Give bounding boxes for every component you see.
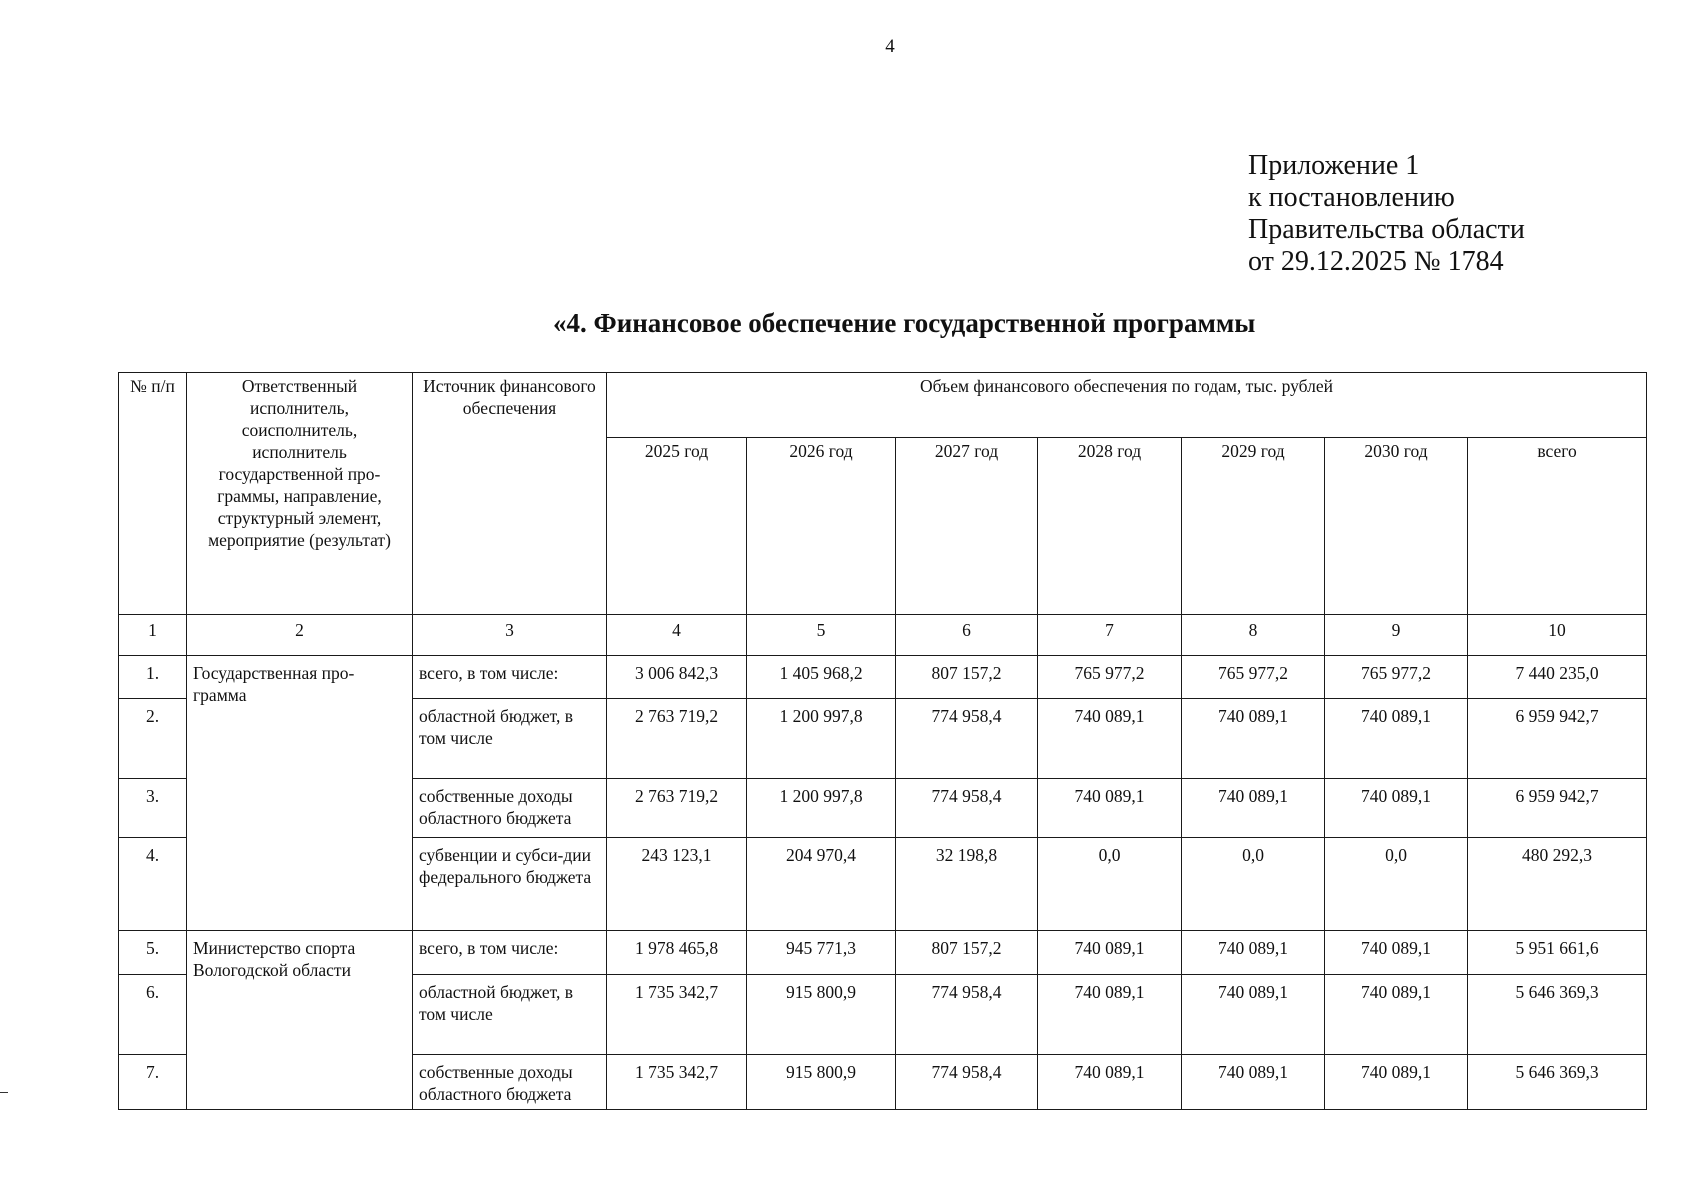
value-cell: 740 089,1	[1325, 779, 1468, 838]
appendix-line: от 29.12.2025 № 1784	[1248, 246, 1504, 277]
source-cell: субвенции и субси-дии федерального бюджета	[413, 838, 607, 931]
column-number: 3	[413, 615, 607, 656]
value-cell: 740 089,1	[1182, 1055, 1325, 1110]
value-cell: 774 958,4	[896, 699, 1038, 779]
total-cell: 5 646 369,3	[1468, 1055, 1647, 1110]
column-number: 2	[187, 615, 413, 656]
source-cell: всего, в том числе:	[413, 931, 607, 975]
value-cell: 740 089,1	[1325, 975, 1468, 1055]
header-col-source: Источник финансового обеспечения	[413, 373, 607, 615]
header-year: 2029 год	[1182, 438, 1325, 615]
column-number: 1	[119, 615, 187, 656]
source-cell: всего, в том числе:	[413, 656, 607, 699]
value-cell: 765 977,2	[1325, 656, 1468, 699]
value-cell: 915 800,9	[747, 975, 896, 1055]
value-cell: 807 157,2	[896, 656, 1038, 699]
value-cell: 765 977,2	[1182, 656, 1325, 699]
column-numbers-row	[119, 615, 1647, 656]
executor-cell: Государственная про-грамма	[187, 656, 413, 931]
executor-cell: Министерство спорта Вологодской области	[187, 931, 413, 1110]
value-cell: 740 089,1	[1182, 931, 1325, 975]
appendix-line: Приложение 1	[1248, 150, 1420, 181]
value-cell: 740 089,1	[1325, 931, 1468, 975]
value-cell: 807 157,2	[896, 931, 1038, 975]
row-number: 4.	[119, 838, 187, 931]
value-cell: 0,0	[1038, 838, 1182, 931]
value-cell: 740 089,1	[1038, 975, 1182, 1055]
value-cell: 765 977,2	[1038, 656, 1182, 699]
column-number: 5	[747, 615, 896, 656]
financing-table	[118, 372, 1647, 1110]
header-year: 2027 год	[896, 438, 1038, 615]
header-year: 2028 год	[1038, 438, 1182, 615]
value-cell: 1 735 342,7	[607, 975, 747, 1055]
value-cell: 0,0	[1325, 838, 1468, 931]
appendix-line: Правительства области	[1248, 214, 1525, 245]
value-cell: 774 958,4	[896, 779, 1038, 838]
source-cell: собственные доходы областного бюджета	[413, 779, 607, 838]
value-cell: 774 958,4	[896, 975, 1038, 1055]
value-cell: 0,0	[1182, 838, 1325, 931]
column-number: 10	[1468, 615, 1647, 656]
column-number: 6	[896, 615, 1038, 656]
value-cell: 2 763 719,2	[607, 779, 747, 838]
header-group-volume: Объем финансового обеспечения по годам, тыс. рублей	[607, 373, 1647, 438]
value-cell: 740 089,1	[1325, 1055, 1468, 1110]
total-cell: 7 440 235,0	[1468, 656, 1647, 699]
total-cell: 480 292,3	[1468, 838, 1647, 931]
document-title: «4. Финансовое обеспечение государственной программы	[553, 308, 1256, 338]
value-cell: 1 735 342,7	[607, 1055, 747, 1110]
source-cell: областной бюджет, в том числе	[413, 975, 607, 1055]
table-row	[119, 931, 1647, 975]
value-cell: 740 089,1	[1038, 1055, 1182, 1110]
scan-edge-mark	[0, 1092, 8, 1093]
column-number: 7	[1038, 615, 1182, 656]
total-cell: 6 959 942,7	[1468, 779, 1647, 838]
value-cell: 740 089,1	[1182, 699, 1325, 779]
value-cell: 740 089,1	[1038, 779, 1182, 838]
column-number: 4	[607, 615, 747, 656]
table-row	[119, 656, 1647, 699]
header-year: 2025 год	[607, 438, 747, 615]
header-col-executor: Ответственный исполнитель, соисполнитель, исполнитель государственной про-граммы, направление, структурный элемент, мероприятие (результат)	[187, 373, 413, 615]
value-cell: 32 198,8	[896, 838, 1038, 931]
header-total: всего	[1468, 438, 1647, 615]
row-number: 5.	[119, 931, 187, 975]
header-year: 2026 год	[747, 438, 896, 615]
page-number: 4	[885, 36, 895, 57]
row-number: 7.	[119, 1055, 187, 1110]
value-cell: 243 123,1	[607, 838, 747, 931]
value-cell: 740 089,1	[1038, 931, 1182, 975]
value-cell: 740 089,1	[1325, 699, 1468, 779]
row-number: 1.	[119, 656, 187, 699]
value-cell: 740 089,1	[1182, 779, 1325, 838]
value-cell: 3 006 842,3	[607, 656, 747, 699]
value-cell: 1 200 997,8	[747, 699, 896, 779]
value-cell: 1 978 465,8	[607, 931, 747, 975]
header-col-no: № п/п	[119, 373, 187, 615]
value-cell: 740 089,1	[1182, 975, 1325, 1055]
total-cell: 5 646 369,3	[1468, 975, 1647, 1055]
value-cell: 1 200 997,8	[747, 779, 896, 838]
total-cell: 6 959 942,7	[1468, 699, 1647, 779]
total-cell: 5 951 661,6	[1468, 931, 1647, 975]
value-cell: 740 089,1	[1038, 699, 1182, 779]
value-cell: 1 405 968,2	[747, 656, 896, 699]
value-cell: 945 771,3	[747, 931, 896, 975]
row-number: 6.	[119, 975, 187, 1055]
value-cell: 915 800,9	[747, 1055, 896, 1110]
column-number: 9	[1325, 615, 1468, 656]
value-cell: 774 958,4	[896, 1055, 1038, 1110]
row-number: 2.	[119, 699, 187, 779]
header-year: 2030 год	[1325, 438, 1468, 615]
appendix-block	[1248, 150, 1525, 278]
appendix-line: к постановлению	[1248, 182, 1455, 213]
row-number: 3.	[119, 779, 187, 838]
source-cell: областной бюджет, в том числе	[413, 699, 607, 779]
value-cell: 2 763 719,2	[607, 699, 747, 779]
value-cell: 204 970,4	[747, 838, 896, 931]
column-number: 8	[1182, 615, 1325, 656]
source-cell: собственные доходы областного бюджета	[413, 1055, 607, 1110]
